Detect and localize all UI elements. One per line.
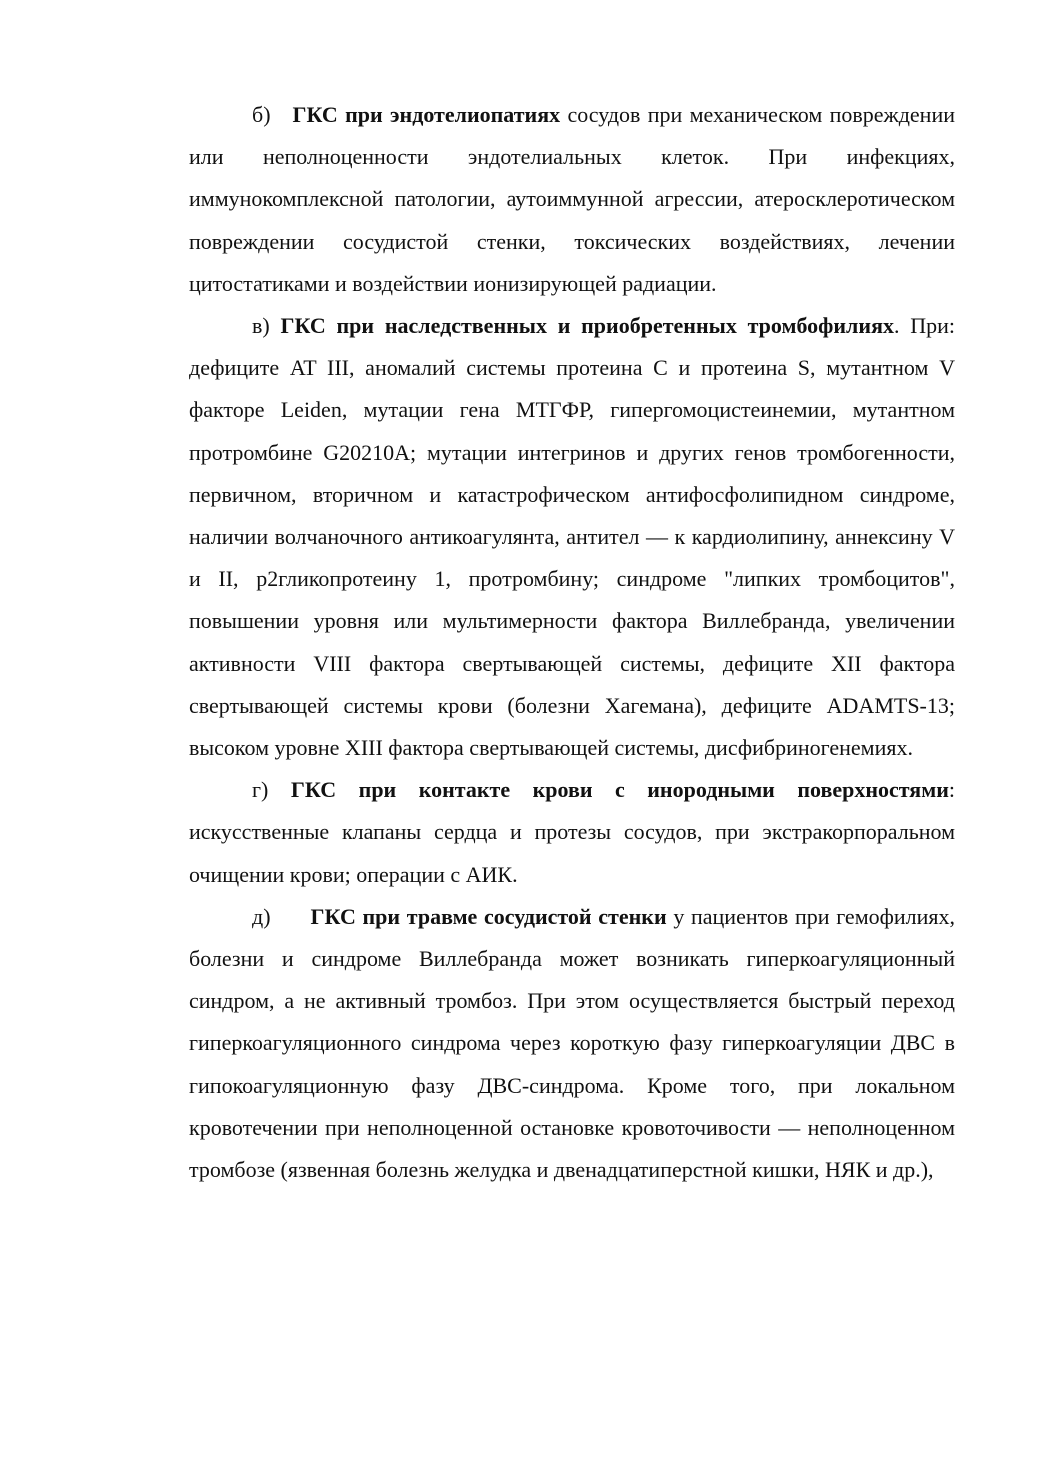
paragraph-d — [189, 896, 955, 1191]
paragraph-b — [189, 94, 955, 305]
paragraph-text: : искусственные клапаны сердца и протезы сосудов, при экстракорпоральном очищении крови; операции с АИК. — [189, 777, 956, 887]
paragraph-marker: д) — [252, 903, 271, 929]
paragraph-heading: ГКС при наследственных и приобретенных тромбофилиях — [280, 313, 894, 339]
paragraph-text: . При: дефиците AT III, аномалий системы протеина С и протеина S, мутантном V факторе Leiden, мутации гена МТГФР, гипергомоцистеинемии, мутантном протромбине G20210A; мутации интегринов и других генов тромбогенности, первичном, вторичном и катастрофическом антифосфолипидном синдроме, наличии волчаночного антикоагулянта, антител — к кардиолипину, аннексину V и II, р2гликопротеину 1, протромбину; синдроме "липких тромбоцитов", повышении уровня или мультимерности фактора Виллебранда, увеличении активности VIII фактора свертывающей системы, дефиците XII фактора свертывающей системы крови (болезни Хагемана), дефиците ADAMTS-13; высоком уровне XIII фактора свертывающей системы, дисфибриногенемиях. — [189, 313, 956, 761]
paragraph-marker: в) — [252, 313, 270, 339]
paragraph-heading: ГКС при контакте крови с инородными поверхностями — [290, 777, 949, 803]
paragraph-marker: б) — [252, 102, 271, 127]
paragraph-heading: ГКС при эндотелиопатиях — [292, 102, 561, 127]
paragraph-g — [189, 769, 955, 896]
paragraph-text: у пациентов при гемофилиях, болезни и синдроме Виллебранда может возникать гиперкоагуляционный синдром, а не активный тромбоз. При этом осуществляется быстрый переход гиперкоагуляционного синдрома через короткую фазу гиперкоагуляции ДВС в гипокоагуляционную фазу ДВС-синдрома. Кроме того, при локальном кровотечении при неполноценной остановке кровоточивости — неполноценном тромбозе (язвенная болезнь желудка и двенадцатиперстной кишки, НЯК и др.), — [189, 903, 956, 1183]
paragraph-text: сосудов при механическом повреждении или неполноценности эндотелиальных клеток. При инфекциях, иммунокомплексной патологии, аутоиммунной агрессии, атеросклеротическом повреждении сосудистой стенки, токсических воздействиях, лечении цитостатиками и воздействии ионизирующей радиации. — [189, 102, 955, 296]
paragraph-heading: ГКС при травме сосудистой стенки — [310, 903, 667, 929]
document-page — [189, 94, 955, 1191]
paragraph-v — [189, 305, 955, 769]
paragraph-marker: г) — [252, 777, 269, 803]
